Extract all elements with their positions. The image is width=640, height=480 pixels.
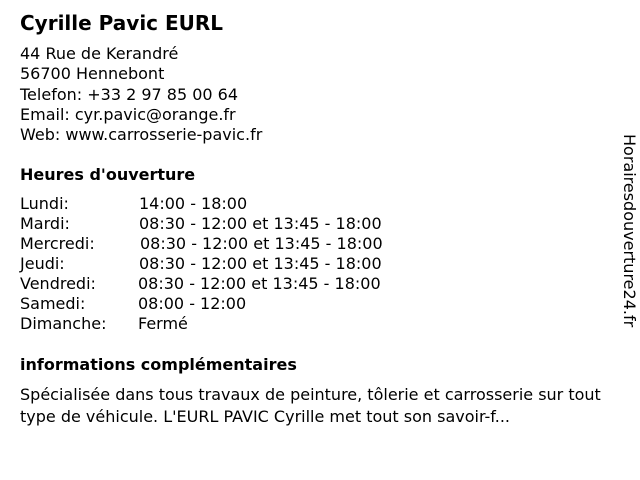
additional-info-heading: informations complémentaires [20,355,297,374]
day-label: Dimanche: [20,314,107,333]
address-line-1: 44 Rue de Kerandré [20,44,179,63]
hours-value: 08:00 - 12:00 [138,294,247,313]
contact-block [20,44,262,145]
hours-value: 08:30 - 12:00 et 13:45 - 18:00 [138,274,381,293]
hours-value: 08:30 - 12:00 et 13:45 - 18:00 [139,214,382,233]
business-name: Cyrille Pavic EURL [20,11,224,35]
day-label: Vendredi: [20,274,96,293]
phone-line: Telefon: +33 2 97 85 00 64 [20,84,239,104]
website-line: Web: www.carrosserie-pavic.fr [20,125,263,145]
day-label: Jeudi: [20,254,65,273]
opening-hours-heading: Heures d'ouverture [20,165,196,184]
day-label: Samedi: [20,294,86,313]
email-line: Email: cyr.pavic@orange.fr [20,104,236,124]
day-label: Mercredi: [20,234,95,253]
day-label: Lundi: [20,194,69,213]
hours-value: 08:30 - 12:00 et 13:45 - 18:00 [140,234,383,253]
hours-value: Fermé [138,314,188,333]
hours-value: 08:30 - 12:00 et 13:45 - 18:00 [139,254,382,273]
address-line-2: 56700 Hennebont [20,64,165,84]
day-label: Mardi: [20,214,70,233]
hours-value: 14:00 - 18:00 [139,194,248,213]
site-watermark: Horairesdouverture24.fr [620,134,639,328]
business-description: Spécialisée dans tous travaux de peinture, tôlerie et carrosserie sur tout type de véhicule. L'EURL PAVIC Cyrille met tout son savoir-f... [20,385,601,426]
